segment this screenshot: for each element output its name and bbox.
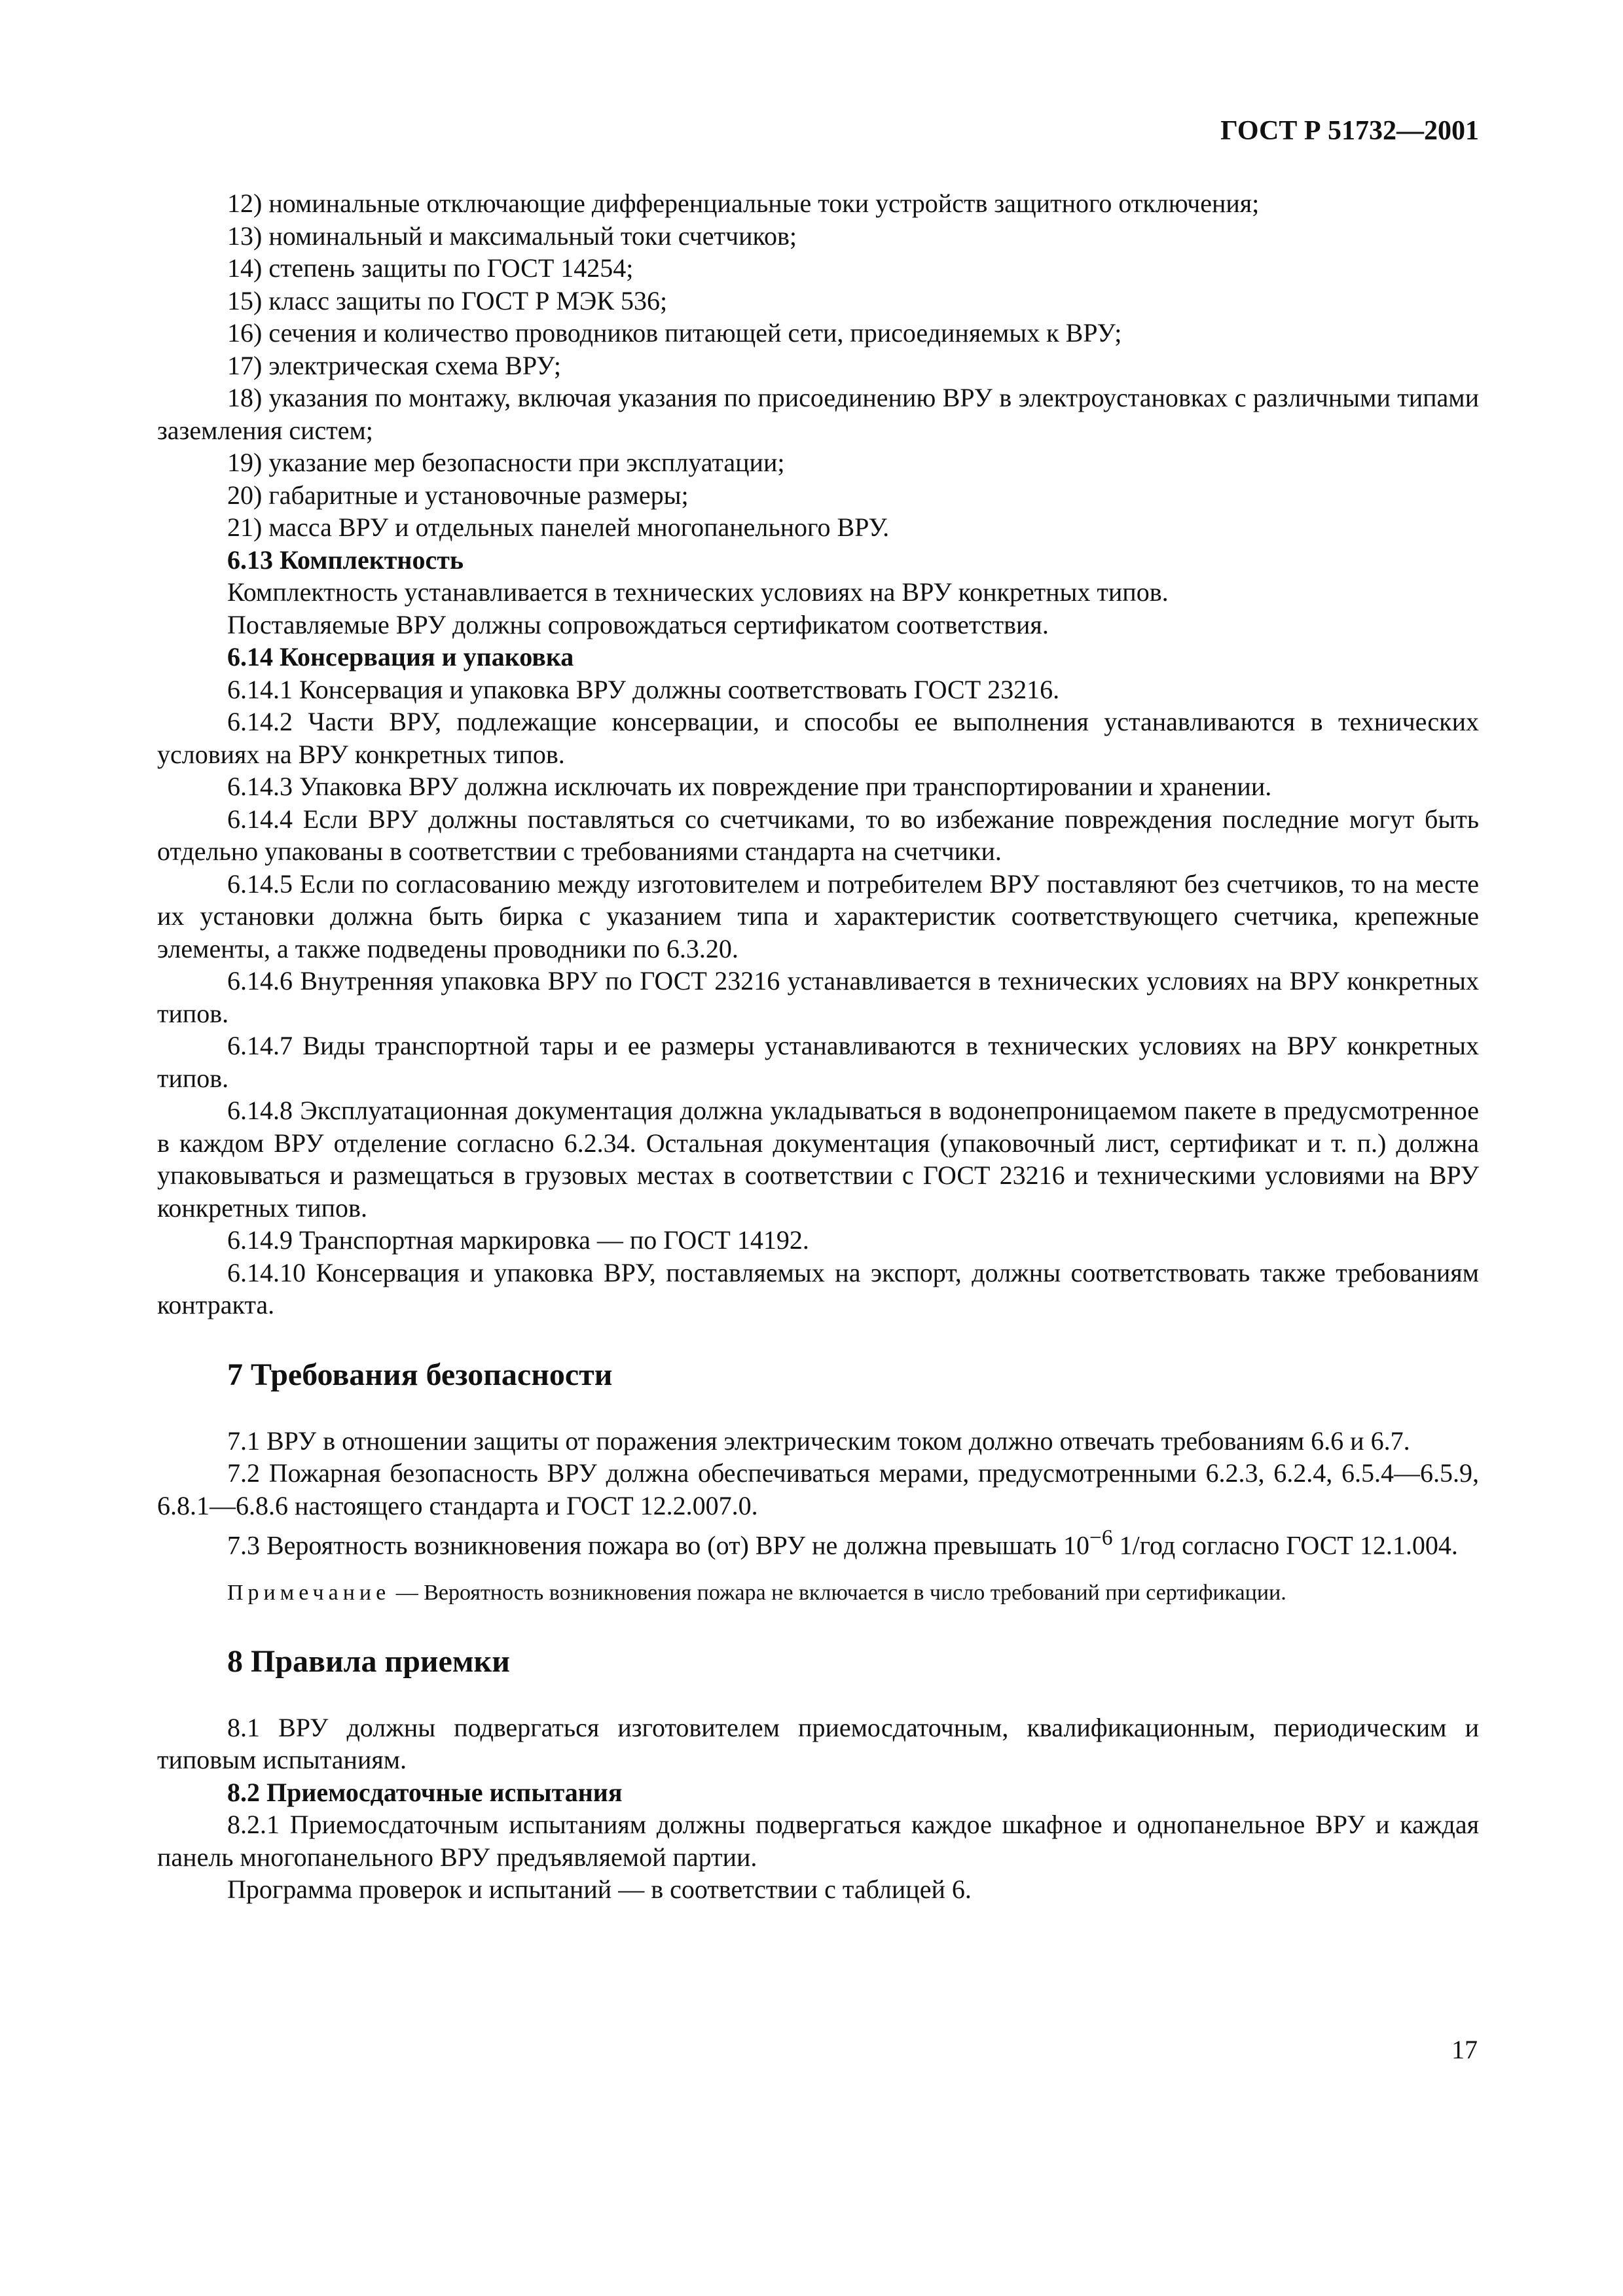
standard-header: ГОСТ Р 51732—2001 [1220, 116, 1479, 146]
paragraph: 6.14.1 Консервация и упаковка ВРУ должны соответствовать ГОСТ 23216. [227, 674, 1060, 704]
subsection-heading-6-14: 6.14 Консервация и упаковка [227, 642, 574, 672]
text-fragment: 1/год согласно ГОСТ 12.1.004. [1112, 1530, 1458, 1560]
list-item: 15) класс защиты по ГОСТ Р МЭК 536; [227, 285, 668, 315]
list-item: 16) сечения и количество проводников питающей сети, присоединяемых к ВРУ; [227, 318, 1122, 348]
note-text: — Вероятность возникновения пожара не включается в число требований при сертификации. [390, 1580, 1286, 1605]
list-item: 20) габаритные и установочные размеры; [227, 480, 689, 510]
page-content [157, 187, 1479, 1906]
text-fragment: 7.3 Вероятность возникновения пожара во (от) ВРУ не должна превышать 10 [227, 1530, 1090, 1560]
paragraph-7-3 [157, 1522, 1479, 1562]
paragraph: 6.14.2 Части ВРУ, подлежащие консервации, и способы ее выполнения устанавливаются в технических условиях на ВРУ конкретных типов. [157, 707, 1479, 769]
list-item: 19) указание мер безопасности при эксплуатации; [227, 448, 785, 477]
section-heading-8: 8 Правила приемки [227, 1643, 510, 1679]
paragraph: 6.14.3 Упаковка ВРУ должна исключать их повреждение при транспортировании и хранении. [227, 772, 1272, 801]
list-item: 18) указания по монтажу, включая указания по присоединению ВРУ в электроустановках с различными типами заземления систем; [157, 383, 1479, 445]
paragraph: 7.2 Пожарная безопасность ВРУ должна обеспечиваться мерами, предусмотренными 6.2.3, 6.2.4, 6.5.4—6.5.9, 6.8.1—6.8.6 настоящего стандарта и ГОСТ 12.2.007.0. [157, 1458, 1479, 1520]
paragraph: 6.14.4 Если ВРУ должны поставляться со счетчиками, то во избежание повреждения последние могут быть отдельно упакованы в соответствии с требованиями стандарта на счетчики. [157, 804, 1479, 866]
paragraph: 6.14.6 Внутренняя упаковка ВРУ по ГОСТ 23216 устанавливается в технических условиях на ВРУ конкретных типов. [157, 966, 1479, 1028]
subsection-heading-6-13: 6.13 Комплектность [227, 545, 464, 575]
paragraph: 6.14.10 Консервация и упаковка ВРУ, поставляемых на экспорт, должны соответствовать также требованиям контракта. [157, 1257, 1479, 1319]
note-label: Примечание [227, 1580, 391, 1605]
paragraph: Программа проверок и испытаний — в соответствии с таблицей 6. [227, 1874, 972, 1905]
list-item: 12) номинальные отключающие дифференциальные токи устройств защитного отключения; [227, 188, 1260, 218]
section-heading-7: 7 Требования безопасности [227, 1357, 613, 1392]
list-item: 21) масса ВРУ и отдельных панелей многопанельного ВРУ. [227, 512, 890, 542]
paragraph: 7.1 ВРУ в отношении защиты от поражения электрическим током должно отвечать требованиям 6.6 и 6.7. [227, 1426, 1410, 1456]
list-item: 14) степень защиты по ГОСТ 14254; [227, 253, 634, 283]
paragraph: Комплектность устанавливается в технических условиях на ВРУ конкретных типов. [227, 577, 1169, 607]
paragraph: Поставляемые ВРУ должны сопровождаться сертификатом соответствия. [227, 609, 1049, 639]
paragraph: 6.14.5 Если по согласованию между изготовителем и потребителем ВРУ поставляют без счетчиков, то на месте их установки должна быть бирка с указанием типа и характеристик соответствующего счетчика, крепежные элементы, а также подведены проводники по 6.3.20. [157, 869, 1479, 963]
paragraph: 6.14.8 Эксплуатационная документация должна укладываться в водонепроницаемом пакете в предусмотренное в каждом ВРУ отделение согласно 6.2.34. Остальная документация (упаковочный лист, сертификат и т. п.) должна упаковываться и размещаться в грузовых местах в соответствии с ГОСТ 23216 и техническими условиями на ВРУ конкретных типов. [157, 1096, 1479, 1223]
exponent: −6 [1089, 1526, 1113, 1550]
note [157, 1577, 1479, 1608]
paragraph: 8.1 ВРУ должны подвергаться изготовителем приемосдаточным, квалификационным, периодическим и типовым испытаниям. [157, 1712, 1479, 1775]
page-number: 17 [1451, 2035, 1478, 2064]
list-item: 17) электрическая схема ВРУ; [227, 350, 561, 380]
list-item: 13) номинальный и максимальный токи счетчиков; [227, 221, 797, 251]
paragraph: 6.14.9 Транспортная маркировка — по ГОСТ 14192. [227, 1225, 809, 1255]
paragraph: 8.2.1 Приемосдаточным испытаниям должны подвергаться каждое шкафное и однопанельное ВРУ и каждая панель многопанельного ВРУ предъявляемой партии. [157, 1810, 1479, 1872]
paragraph: 6.14.7 Виды транспортной тары и ее размеры устанавливаются в технических условиях на ВРУ конкретных типов. [157, 1031, 1479, 1093]
subsection-heading-8-2: 8.2 Приемосдаточные испытания [227, 1777, 623, 1807]
